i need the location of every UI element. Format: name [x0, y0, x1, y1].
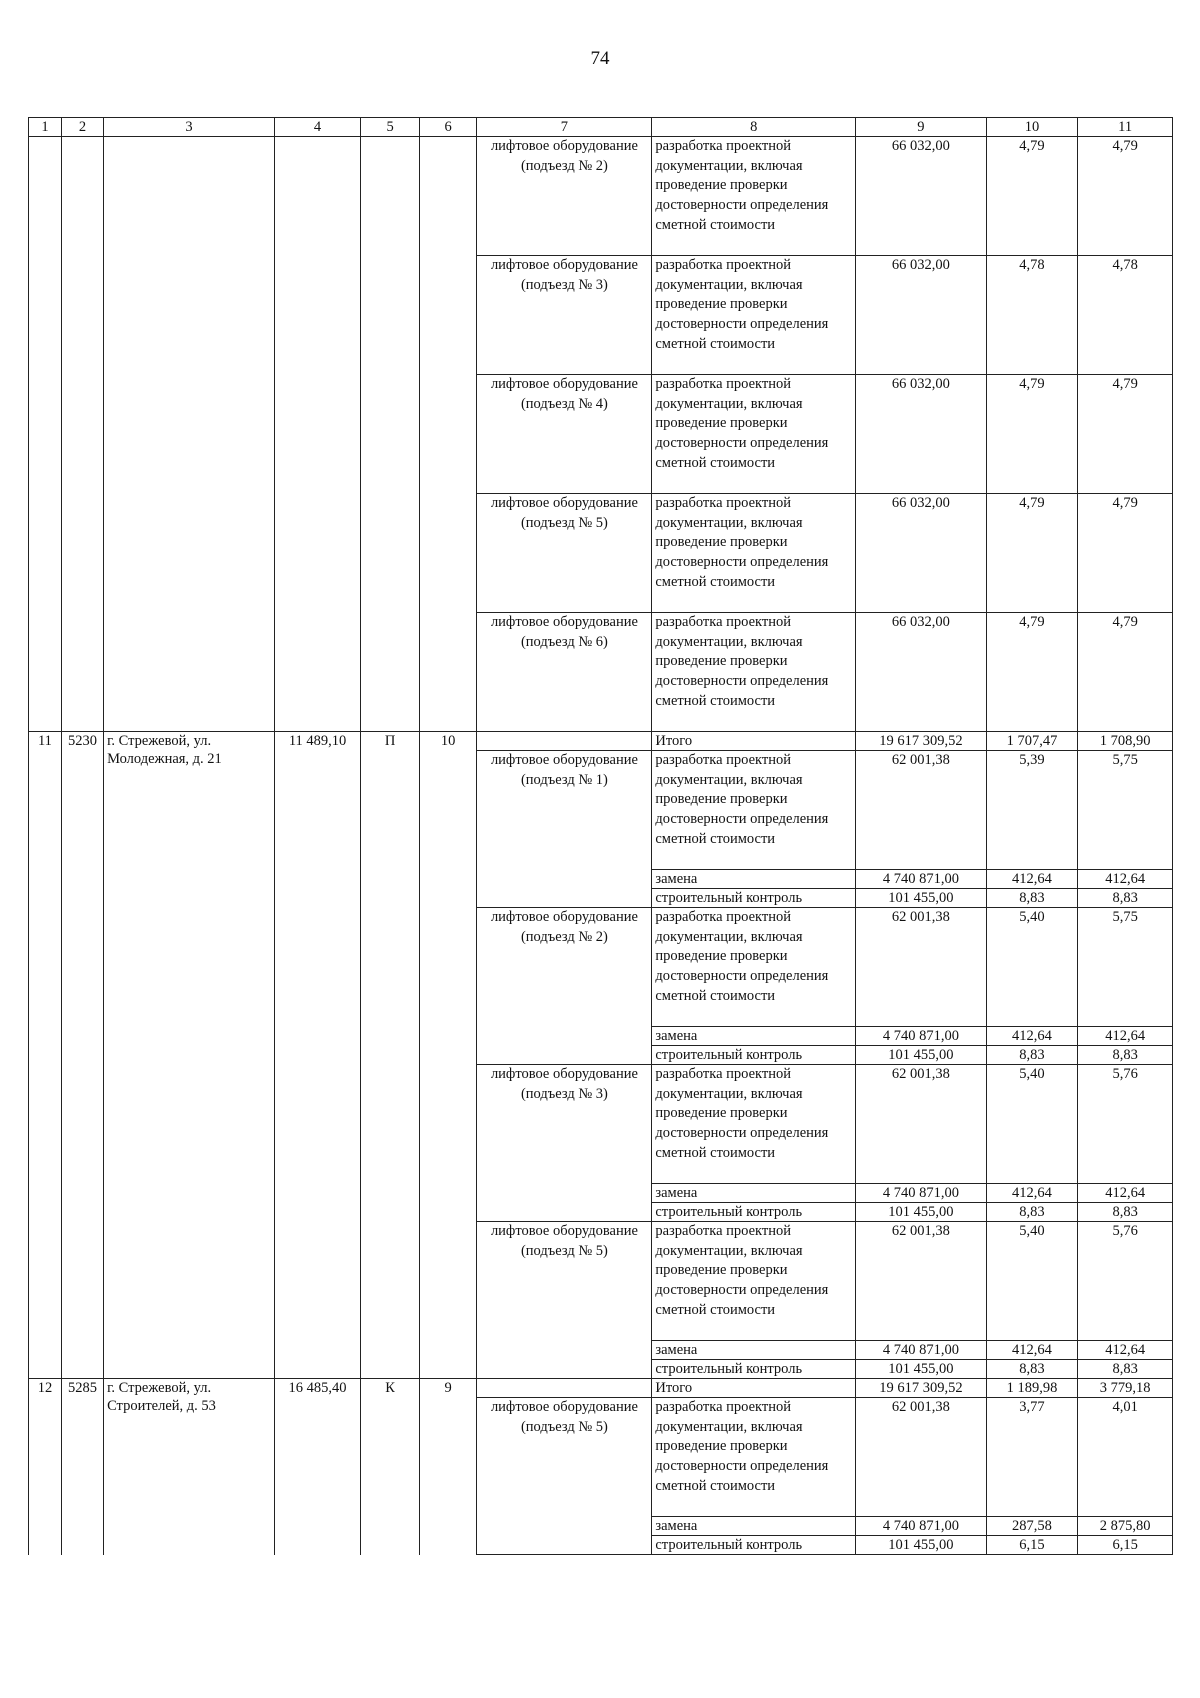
limit-cost-cell: 8,83 [1078, 1046, 1173, 1065]
unit-cost-cell: 4,78 [986, 256, 1078, 375]
cost-cell: 62 001,38 [856, 1222, 987, 1341]
column-header: 7 [477, 118, 652, 137]
unit-cost-cell: 287,58 [986, 1517, 1078, 1536]
cost-cell: 101 455,00 [856, 1046, 987, 1065]
cost-cell: 19 617 309,52 [856, 732, 987, 751]
element-cell: лифтовое оборудование (подъезд № 2) [477, 908, 652, 1065]
wall-type-cell: П [361, 732, 420, 1379]
cost-cell: 62 001,38 [856, 1398, 987, 1517]
cost-cell: 4 740 871,00 [856, 1027, 987, 1046]
element-cell: лифтовое оборудование (подъезд № 5) [477, 1398, 652, 1555]
cost-cell: 66 032,00 [856, 613, 987, 732]
work-type-cell: замена [652, 870, 856, 889]
work-type-cell: замена [652, 1517, 856, 1536]
work-type-cell: замена [652, 1027, 856, 1046]
column-header: 8 [652, 118, 856, 137]
cost-cell: 4 740 871,00 [856, 1341, 987, 1360]
unit-cost-cell: 8,83 [986, 1203, 1078, 1222]
cost-cell: 101 455,00 [856, 889, 987, 908]
cost-cell: 19 617 309,52 [856, 1379, 987, 1398]
cost-cell: 62 001,38 [856, 751, 987, 870]
limit-cost-cell: 412,64 [1078, 1341, 1173, 1360]
cost-cell: 66 032,00 [856, 375, 987, 494]
unit-cost-cell: 4,79 [986, 137, 1078, 256]
unit-cost-cell: 5,40 [986, 1065, 1078, 1184]
cost-cell: 101 455,00 [856, 1360, 987, 1379]
unit-cost-cell: 1 707,47 [986, 732, 1078, 751]
floors-cell: 9 [419, 1379, 477, 1555]
work-type-cell: строительный контроль [652, 1360, 856, 1379]
house-total-row [29, 1379, 1173, 1398]
limit-cost-cell: 412,64 [1078, 870, 1173, 889]
element-cell: лифтовое оборудование (подъезд № 6) [477, 613, 652, 732]
limit-cost-cell: 3 779,18 [1078, 1379, 1173, 1398]
column-header: 3 [104, 118, 275, 137]
house-total-row [29, 732, 1173, 751]
total-label: Итого [652, 732, 856, 751]
floors-cell: 10 [419, 732, 477, 1379]
column-header: 6 [419, 118, 477, 137]
work-type-cell: разработка проектной документации, включая проведение проверки достоверности определения сметной стоимости [652, 1398, 856, 1517]
limit-cost-cell: 4,78 [1078, 256, 1173, 375]
cost-cell: 66 032,00 [856, 256, 987, 375]
limit-cost-cell: 6,15 [1078, 1536, 1173, 1555]
unit-cost-cell: 3,77 [986, 1398, 1078, 1517]
column-header: 2 [61, 118, 103, 137]
work-type-cell: разработка проектной документации, включая проведение проверки достоверности определения сметной стоимости [652, 908, 856, 1027]
unit-cost-cell: 6,15 [986, 1536, 1078, 1555]
unit-cost-cell: 4,79 [986, 494, 1078, 613]
work-type-cell: разработка проектной документации, включая проведение проверки достоверности определения сметной стоимости [652, 1065, 856, 1184]
repair-register-table [28, 117, 1173, 1555]
unit-cost-cell: 4,79 [986, 613, 1078, 732]
element-cell: лифтовое оборудование (подъезд № 5) [477, 494, 652, 613]
cost-cell: 4 740 871,00 [856, 1517, 987, 1536]
total-label: Итого [652, 1379, 856, 1398]
limit-cost-cell: 8,83 [1078, 1360, 1173, 1379]
work-type-cell: разработка проектной документации, включая проведение проверки достоверности определения сметной стоимости [652, 375, 856, 494]
unit-cost-cell: 412,64 [986, 870, 1078, 889]
element-cell: лифтовое оборудование (подъезд № 4) [477, 375, 652, 494]
limit-cost-cell: 5,75 [1078, 908, 1173, 1027]
limit-cost-cell: 8,83 [1078, 1203, 1173, 1222]
row-number-cell: 12 [29, 1379, 62, 1555]
page-number: 74 [590, 48, 610, 69]
work-type-cell: разработка проектной документации, включая проведение проверки достоверности определения сметной стоимости [652, 137, 856, 256]
element-cell: лифтовое оборудование (подъезд № 3) [477, 256, 652, 375]
limit-cost-cell: 4,01 [1078, 1398, 1173, 1517]
element-cell: лифтовое оборудование (подъезд № 2) [477, 137, 652, 256]
limit-cost-cell: 412,64 [1078, 1027, 1173, 1046]
element-cell: лифтовое оборудование (подъезд № 1) [477, 751, 652, 908]
unit-cost-cell: 412,64 [986, 1027, 1078, 1046]
house-code-cell: 5230 [61, 732, 103, 1379]
limit-cost-cell: 5,75 [1078, 751, 1173, 870]
work-type-cell: строительный контроль [652, 889, 856, 908]
row-number-cell: 11 [29, 732, 62, 1379]
address-cell: г. Стрежевой, ул. Строителей, д. 53 [104, 1379, 275, 1555]
work-type-cell: строительный контроль [652, 1203, 856, 1222]
limit-cost-cell: 5,76 [1078, 1065, 1173, 1184]
work-type-cell: разработка проектной документации, включая проведение проверки достоверности определения сметной стоимости [652, 256, 856, 375]
limit-cost-cell: 4,79 [1078, 494, 1173, 613]
work-type-cell: замена [652, 1341, 856, 1360]
unit-cost-cell: 4,79 [986, 375, 1078, 494]
work-type-cell: разработка проектной документации, включая проведение проверки достоверности определения сметной стоимости [652, 494, 856, 613]
cost-cell: 4 740 871,00 [856, 870, 987, 889]
unit-cost-cell: 5,39 [986, 751, 1078, 870]
unit-cost-cell: 5,40 [986, 1222, 1078, 1341]
work-type-cell: разработка проектной документации, включая проведение проверки достоверности определения сметной стоимости [652, 613, 856, 732]
unit-cost-cell: 5,40 [986, 908, 1078, 1027]
unit-cost-cell: 412,64 [986, 1341, 1078, 1360]
unit-cost-cell: 8,83 [986, 1046, 1078, 1065]
work-type-cell: строительный контроль [652, 1536, 856, 1555]
unit-cost-cell: 412,64 [986, 1184, 1078, 1203]
cost-cell: 62 001,38 [856, 1065, 987, 1184]
limit-cost-cell: 1 708,90 [1078, 732, 1173, 751]
work-type-cell: строительный контроль [652, 1046, 856, 1065]
column-header: 11 [1078, 118, 1173, 137]
column-header: 9 [856, 118, 987, 137]
area-cell: 11 489,10 [274, 732, 360, 1379]
work-type-cell: замена [652, 1184, 856, 1203]
limit-cost-cell: 412,64 [1078, 1184, 1173, 1203]
wall-type-cell: К [361, 1379, 420, 1555]
unit-cost-cell: 8,83 [986, 889, 1078, 908]
work-type-cell: разработка проектной документации, включая проведение проверки достоверности определения сметной стоимости [652, 751, 856, 870]
element-cell: лифтовое оборудование (подъезд № 5) [477, 1222, 652, 1379]
cost-cell: 101 455,00 [856, 1203, 987, 1222]
unit-cost-cell: 1 189,98 [986, 1379, 1078, 1398]
cost-cell: 62 001,38 [856, 908, 987, 1027]
house-code-cell: 5285 [61, 1379, 103, 1555]
cost-cell: 101 455,00 [856, 1536, 987, 1555]
column-header: 4 [274, 118, 360, 137]
column-number-row [29, 118, 1173, 137]
column-header: 10 [986, 118, 1078, 137]
unit-cost-cell: 8,83 [986, 1360, 1078, 1379]
address-cell: г. Стрежевой, ул. Молодежная, д. 21 [104, 732, 275, 1379]
table-row [29, 137, 1173, 256]
limit-cost-cell: 4,79 [1078, 375, 1173, 494]
limit-cost-cell: 8,83 [1078, 889, 1173, 908]
cost-cell: 4 740 871,00 [856, 1184, 987, 1203]
column-header: 1 [29, 118, 62, 137]
limit-cost-cell: 4,79 [1078, 613, 1173, 732]
limit-cost-cell: 2 875,80 [1078, 1517, 1173, 1536]
area-cell: 16 485,40 [274, 1379, 360, 1555]
limit-cost-cell: 5,76 [1078, 1222, 1173, 1341]
column-header: 5 [361, 118, 420, 137]
cost-cell: 66 032,00 [856, 494, 987, 613]
cost-cell: 66 032,00 [856, 137, 987, 256]
limit-cost-cell: 4,79 [1078, 137, 1173, 256]
element-cell: лифтовое оборудование (подъезд № 3) [477, 1065, 652, 1222]
work-type-cell: разработка проектной документации, включая проведение проверки достоверности определения сметной стоимости [652, 1222, 856, 1341]
